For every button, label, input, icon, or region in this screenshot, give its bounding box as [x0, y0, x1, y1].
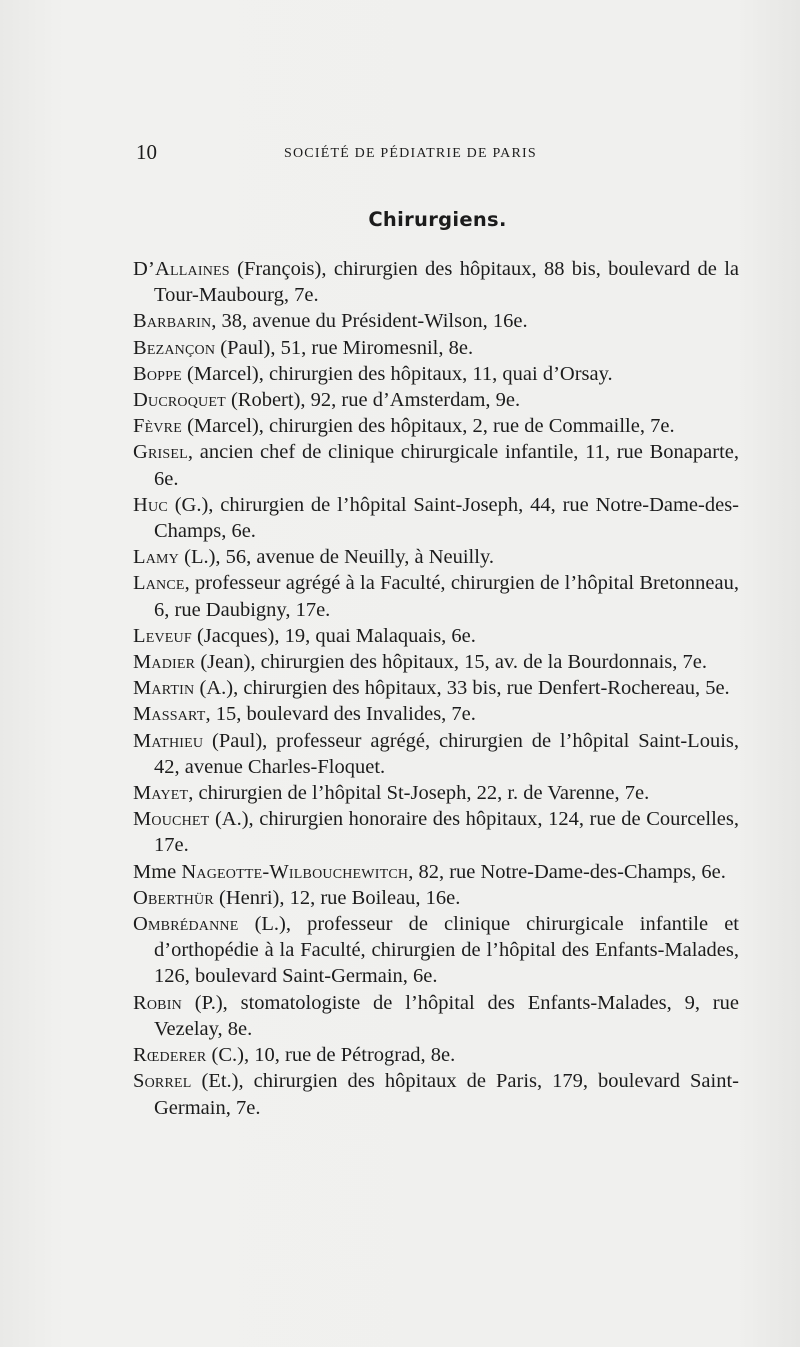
entry-name: Mouchet [133, 808, 210, 831]
page-number: 10 [136, 140, 157, 164]
entry-text: , 15, boulevard des Invalides, 7e. [205, 703, 476, 726]
entry-name: Lamy [133, 546, 179, 569]
entry-text: (P.), stomatologiste de l’hôpital des Enfants-Malades, 9, rue Vezelay, 8e. [154, 991, 739, 1040]
page-header [136, 140, 736, 170]
entry-name: Robin [133, 991, 182, 1014]
list-item [133, 623, 739, 649]
entry-name: Boppe [133, 362, 182, 385]
entry-name: Mathieu [133, 729, 204, 752]
entry-text: (Henri), 12, rue Boileau, 16e. [213, 886, 461, 909]
entry-text: (Marcel), chirurgien des hôpitaux, 11, quai d’Orsay. [181, 362, 613, 385]
entry-text: (Jean), chirurgien des hôpitaux, 15, av. de la Bourdonnais, 7e. [195, 651, 708, 674]
entry-text: (Robert), 92, rue d’Amsterdam, 9e. [225, 389, 521, 412]
entry-text: (Paul), 51, rue Miromesnil, 8e. [215, 336, 474, 359]
list-item [133, 990, 739, 1042]
list-item [133, 570, 739, 622]
entry-prefix: Mme [133, 860, 182, 883]
list-item [133, 308, 739, 334]
list-item [133, 911, 739, 990]
entry-name: Mayet [133, 782, 189, 805]
entry-text: , professeur agrégé à la Faculté, chirurgien de l’hôpital Bretonneau, 6, rue Daubigny, 17e. [154, 572, 739, 621]
entry-text: (L.), professeur de clinique chirurgicale infantile et d’orthopédie à la Faculté, chirurgien de l’hôpital des Enfants-Malades, 126, boulevard Saint-Germain, 6e. [154, 913, 739, 988]
list-item [133, 335, 739, 361]
list-item [133, 649, 739, 675]
list-item [133, 544, 739, 570]
list-item [133, 492, 739, 544]
entry-text: (François), chirurgien des hôpitaux, 88 bis, boulevard de la Tour-Maubourg, 7e. [154, 258, 739, 307]
entry-text: , ancien chef de clinique chirurgicale infantile, 11, rue Bonaparte, 6e. [154, 441, 739, 490]
entry-text: (Jacques), 19, quai Malaquais, 6e. [191, 624, 476, 647]
entry-name: Madier [133, 651, 196, 674]
entry-name: Oberthür [133, 886, 214, 909]
list-item [133, 1042, 739, 1068]
entry-text: (Marcel), chirurgien des hôpitaux, 2, rue de Commaille, 7e. [181, 415, 675, 438]
entry-name: Leveuf [133, 624, 192, 647]
list-item [133, 806, 739, 858]
entry-name: Massart [133, 703, 206, 726]
list-item [133, 1068, 739, 1120]
member-list [133, 256, 739, 1121]
entry-text: (A.), chirurgien honoraire des hôpitaux, 124, rue de Courcelles, 17e. [154, 808, 739, 857]
entry-name: Bezançon [133, 336, 216, 359]
list-item [133, 439, 739, 491]
entry-text: , 82, rue Notre-Dame-des-Champs, 6e. [408, 860, 726, 883]
entry-name: Sorrel [133, 1070, 192, 1093]
entry-name: Ombrédanne [133, 913, 239, 936]
entry-text: (L.), 56, avenue de Neuilly, à Neuilly. [179, 546, 494, 569]
list-item [133, 728, 739, 780]
entry-name: Lance [133, 572, 185, 595]
entry-text: , 38, avenue du Président-Wilson, 16e. [211, 310, 528, 333]
entry-name: Ducroquet [133, 389, 226, 412]
entry-text: (G.), chirurgien de l’hôpital Saint-Joseph, 44, rue Notre-Dame-des-Champs, 6e. [154, 493, 739, 543]
entry-name: Rœderer [133, 1044, 207, 1067]
list-item [133, 256, 739, 308]
entry-name: Martin [133, 677, 195, 700]
entry-name: Nageotte-Wilbouchewitch [181, 860, 409, 883]
list-item [133, 859, 739, 885]
entry-name: Huc [133, 493, 168, 516]
entry-name: D’Allaines [133, 258, 230, 280]
list-item [133, 780, 739, 806]
running-head: SOCIÉTÉ DE PÉDIATRIE DE PARIS [284, 146, 537, 161]
entry-text: (Et.), chirurgien des hôpitaux de Paris, 179, boulevard Saint-Germain, 7e. [154, 1070, 739, 1119]
list-item [133, 413, 739, 439]
entry-name: Grisel [133, 441, 188, 464]
entry-name: Fèvre [133, 415, 182, 438]
entry-name: Barbarin [133, 310, 212, 333]
entry-text: (A.), chirurgien des hôpitaux, 33 bis, rue Denfert-Rochereau, 5e. [194, 677, 730, 700]
list-item [133, 701, 739, 727]
list-item [133, 387, 739, 413]
entry-text: (Paul), professeur agrégé, chirurgien de l’hôpital Saint-Louis, 42, avenue Charles-Floquet. [154, 729, 739, 778]
entry-text: (C.), 10, rue de Pétrograd, 8e. [206, 1044, 456, 1067]
section-title: Chirurgiens. [368, 208, 507, 231]
list-item [133, 675, 739, 701]
list-item [133, 361, 739, 387]
entry-text: , chirurgien de l’hôpital St-Joseph, 22, r. de Varenne, 7e. [188, 782, 650, 805]
list-item [133, 885, 739, 911]
